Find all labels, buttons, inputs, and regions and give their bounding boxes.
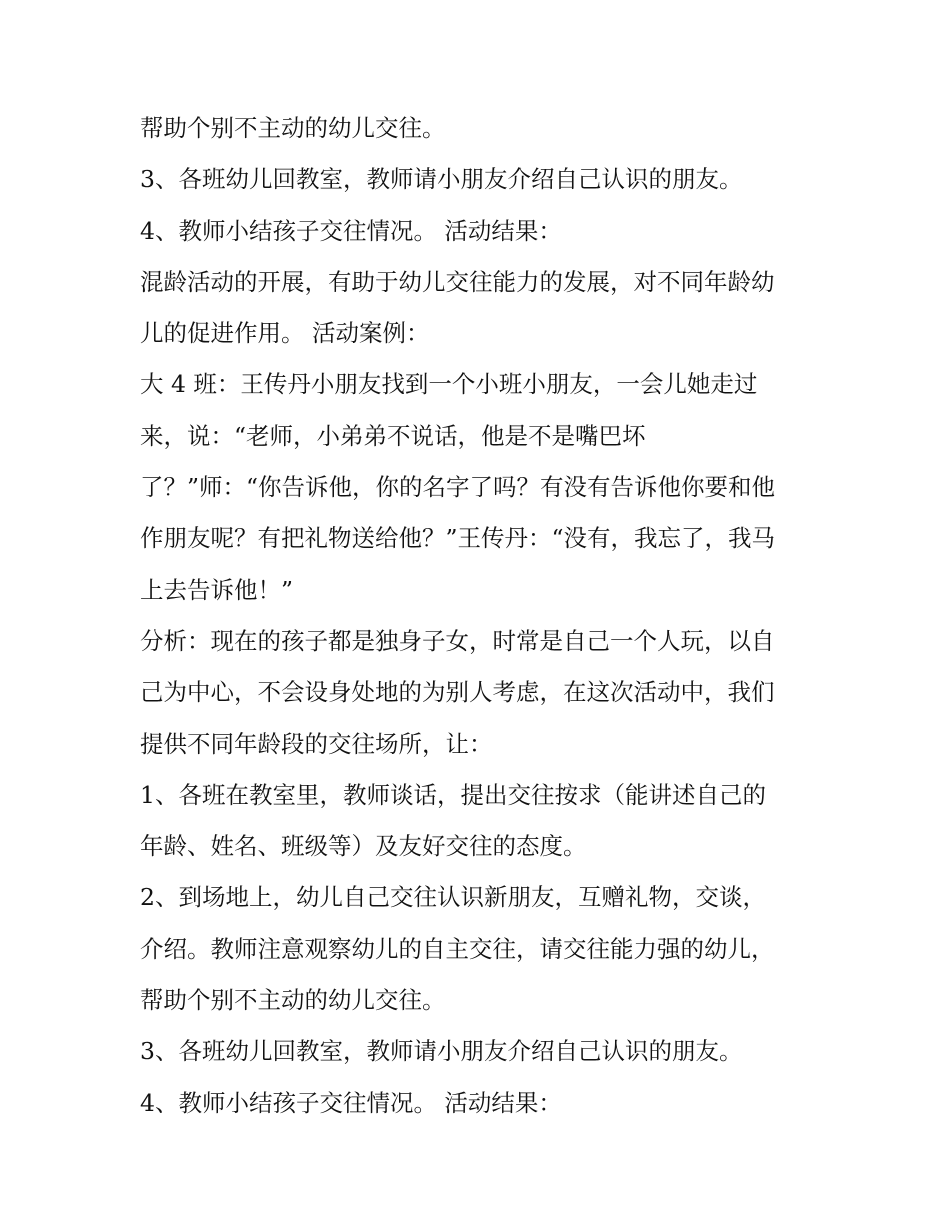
text-line: 了？”师：“你告诉他，你的名字了吗？有没有告诉他你要和他 (140, 473, 776, 502)
text-line: 2、到场地上，幼儿自己交往认识新朋友，互赠礼物，交谈， (140, 883, 766, 912)
text-line: 介绍。教师注意观察幼儿的自主交往，请交往能力强的幼儿， (140, 934, 775, 963)
text-line: 上去告诉他！” (140, 575, 294, 604)
text-line: 3、各班幼儿回教室，教师请小朋友介绍自己认识的朋友。 (140, 1037, 743, 1066)
text-line: 帮助个别不主动的幼儿交往。 (140, 114, 446, 142)
text-line: 年龄、姓名、班级等）及友好交往的态度。 (140, 832, 587, 861)
text-line: 3、各班幼儿回教室，教师请小朋友介绍自己认识的朋友。 (140, 165, 743, 194)
text-line: 大 4 班：王传丹小朋友找到一个小班小朋友，一会儿她走过 (140, 370, 758, 399)
text-line: 1、各班在教室里，教师谈话，提出交往按求（能讲述自己的 (140, 780, 766, 809)
text-line: 来，说：“老师，小弟弟不说话，他是不是嘴巴坏 (140, 421, 646, 450)
text-line: 分析：现在的孩子都是独身子女，时常是自己一个人玩，以自 (140, 626, 775, 655)
text-line: 儿的促进作用。 活动案例： (140, 319, 430, 348)
text-line: 4、教师小结孩子交往情况。 活动结果： (140, 216, 562, 245)
text-line: 作朋友呢？有把礼物送给他？”王传丹：“没有，我忘了，我马 (140, 524, 776, 553)
text-line: 帮助个别不主动的幼儿交往。 (140, 986, 446, 1015)
document-body (140, 103, 820, 1129)
text-line: 提供不同年龄段的交往场所，让： (140, 729, 493, 758)
text-line: 己为中心，不会设身处地的为别人考虑，在这次活动中，我们 (140, 678, 775, 707)
text-line: 4、教师小结孩子交往情况。 活动结果： (140, 1088, 562, 1117)
text-line: 混龄活动的开展，有助于幼儿交往能力的发展，对不同年龄幼 (140, 267, 775, 296)
